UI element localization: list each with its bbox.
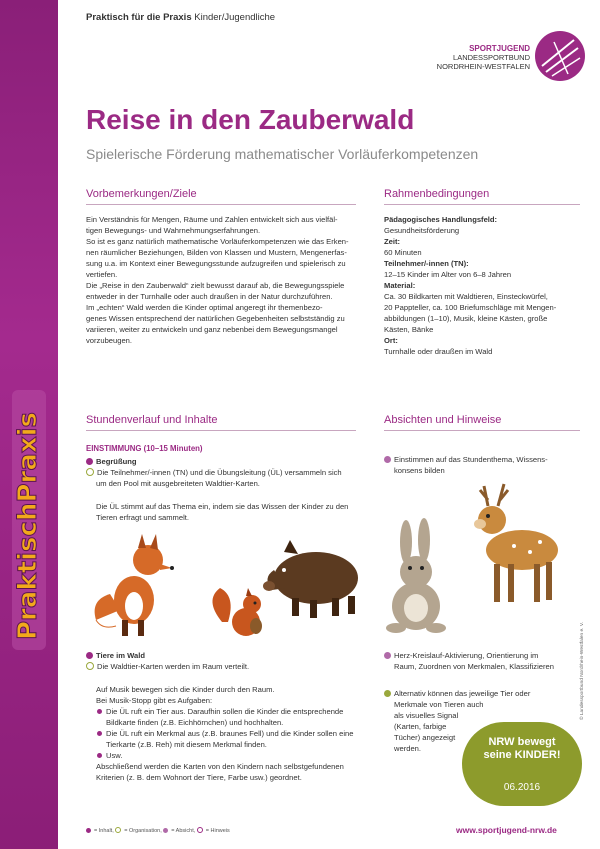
header-label-rest: Kinder/Jugendliche — [191, 12, 276, 23]
text-line: Alternativ können das jeweilige Tier oder — [394, 689, 531, 698]
ort-value: Turnhalle oder draußen im Wald — [384, 347, 493, 356]
divider — [384, 204, 580, 205]
boar-icon — [263, 540, 358, 618]
text-line: vertiefen. — [86, 270, 118, 279]
text-line: als visuelles Signal — [394, 711, 459, 720]
text-line: tigen Bewegungs- und Wahrnehmungserfahrungen. — [86, 226, 261, 235]
page-subtitle: Spielerische Förderung mathematischer Vorläuferkompetenzen — [86, 146, 479, 162]
absicht-dot-icon — [163, 828, 168, 833]
text-line: genes Wissen entsprechend der natürlichen Gegebenheiten selbstständig zu — [86, 314, 345, 323]
legend-absicht: = Absicht, — [171, 828, 196, 834]
text-line: Herz-Kreislauf-Aktivierung, Orientierung im — [394, 651, 539, 660]
material-line: abbildungen (1–10), Musik, kleine Kästen, große — [384, 314, 548, 323]
text-line: Auf Musik bewegen sich die Kinder durch den Raum. — [96, 685, 275, 694]
sidebar-band — [0, 0, 58, 849]
website-link[interactable]: www.sportjugend-nrw.de — [456, 825, 557, 835]
feld-label: Pädagogisches Handlungsfeld: — [384, 215, 498, 224]
list-item: Usw. — [106, 750, 376, 761]
text-line: Die „Reise in den Zauberwald“ zielt bewusst darauf ab, die Bewegungsspiele — [86, 281, 345, 290]
organisation-ring-icon — [86, 468, 94, 476]
begruessung-label: Begrüßung — [96, 457, 137, 466]
material-line: Kästen, Bänke — [384, 325, 434, 334]
badge-line-1: NRW bewegt — [488, 736, 556, 748]
badge-line-2: seine KINDER! — [483, 749, 561, 761]
text-line: sung u.a. im Kontext einer Bewegungsstunde aufzugreifen und spielerisch zu — [86, 259, 346, 268]
brand-circle-icon — [534, 30, 586, 82]
phase-label: EINSTIMMUNG (10–15 Minuten) — [86, 444, 203, 453]
divider — [384, 430, 580, 431]
text-line: entweder in der Turnhalle oder auch draußen in der Natur durchzuführen. — [86, 292, 333, 301]
divider — [86, 204, 356, 205]
ort-label: Ort: — [384, 336, 398, 345]
divider — [86, 430, 356, 431]
rahmen-text — [384, 214, 584, 357]
legend-hinweis: = Hinweis — [205, 828, 230, 834]
text-line: vorzubeugen. — [86, 336, 133, 345]
text-line: werden. — [394, 744, 422, 753]
text-line: variieren, weiter zu entwickeln und ganz nebenbei dem Bewegungsmangel — [86, 325, 338, 334]
squirrel-icon — [212, 588, 262, 636]
hare-icon — [386, 518, 446, 633]
tiere-block — [86, 650, 376, 783]
fox-icon — [95, 534, 174, 636]
text-line: Bei Musik-Stopp gibt es Aufgaben: — [96, 696, 213, 705]
brand-line-3: NORDRHEIN-WESTFALEN — [436, 62, 530, 71]
praktisch-praxis-logo — [8, 390, 50, 650]
text-line: nen räumlicher Beziehungen, Bilden von Klassen und Mustern, Mengenerfas- — [86, 248, 347, 257]
text-line: Kriterien (z. B. dem Wohnort der Tiere, Farbe usw.) geordnet. — [96, 773, 302, 782]
absicht-2 — [384, 650, 584, 672]
header-label-bold: Praktisch für die Praxis — [86, 12, 192, 23]
zeit-value: 60 Minuten — [384, 248, 422, 257]
absicht-dot-icon — [384, 652, 391, 659]
text-line: So ist es ganz natürlich mathematische Vorläuferkompetenzen wie das Erken- — [86, 237, 349, 246]
text-line: Die Waldtier-Karten werden im Raum verteilt. — [97, 662, 250, 671]
text-line: Tücher) angezeigt — [394, 733, 456, 742]
section-heading-stundenverlauf: Stundenverlauf und Inhalte — [86, 414, 218, 426]
inhalt-dot-icon — [86, 652, 93, 659]
hinweis-ring-icon — [197, 827, 203, 833]
text-line: Raum, Zuordnen von Merkmalen, Klassifizieren — [394, 662, 554, 671]
section-heading-vorbemerkungen: Vorbemerkungen/Ziele — [86, 188, 197, 200]
text-line: Die Teilnehmer/-innen (TN) und die Übungsleitung (ÜL) versammeln sich — [97, 468, 342, 477]
text-line: Die ÜL stimmt auf das Thema ein, indem sie das Wissen der Kinder zu den — [96, 502, 349, 511]
copyright-text: © Landessportbund Nordrhein-Westfalen e. V. — [580, 622, 585, 720]
vorbemerkungen-text — [86, 214, 366, 346]
symbol-legend — [86, 827, 230, 834]
tasks-list — [86, 706, 376, 761]
absicht-dot-icon — [384, 456, 391, 463]
hinweis-dot-icon — [384, 690, 391, 697]
organisation-ring-icon — [86, 662, 94, 670]
material-line: 20 Pappteller, ca. 100 Briefumschläge mit Mengen- — [384, 303, 557, 312]
page-title: Reise in den Zauberwald — [86, 104, 415, 135]
text-line: Abschließend werden die Karten von den Kindern nach selbstgefundenen — [96, 762, 344, 771]
brand-line-2: LANDESSPORTBUND — [453, 53, 530, 62]
list-item: Die ÜL ruft ein Tier aus. Daraufhin sollen die Kinder die entsprechende Bildkarte finden (z.B. Eichhörnchen) und hochhalten. — [106, 706, 376, 728]
forest-animals-illustration-right — [384, 480, 564, 640]
text-line: Merkmale von Tieren auch — [394, 700, 484, 709]
inhalt-dot-icon — [86, 828, 91, 833]
section-heading-absichten: Absichten und Hinweise — [384, 414, 502, 426]
text-line: Tieren erfragt und sammelt. — [96, 513, 189, 522]
forest-animals-illustration-left — [86, 530, 386, 645]
tiere-label: Tiere im Wald — [96, 651, 145, 660]
nrw-bewegt-badge — [462, 722, 582, 806]
inhalt-dot-icon — [86, 458, 93, 465]
legend-inhalt: = Inhalt, — [94, 828, 114, 834]
text-line: um den Pool mit ausgebreiteten Waldtier-Karten. — [96, 479, 260, 488]
feld-value: Gesundheitsförderung — [384, 226, 460, 235]
text-line: Ein Verständnis für Mengen, Räume und Zahlen entwickelt sich aus vielfäl- — [86, 215, 338, 224]
sportjugend-logo — [404, 30, 594, 86]
zeit-label: Zeit: — [384, 237, 401, 246]
text-line: (Karten, farbige — [394, 722, 447, 731]
material-label: Material: — [384, 281, 416, 290]
tn-label: Teilnehmer/-innen (TN): — [384, 259, 469, 268]
legend-organisation: = Organisation, — [124, 828, 162, 834]
organisation-ring-icon — [115, 827, 121, 833]
begruessung-block — [86, 456, 366, 523]
text-line: Einstimmen auf das Stundenthema, Wissens- — [394, 455, 548, 464]
text-line: konsens bilden — [394, 466, 445, 475]
header-label — [86, 12, 275, 23]
deer-icon — [474, 484, 558, 602]
tn-value: 12–15 Kinder im Alter von 6–8 Jahren — [384, 270, 512, 279]
svg-text:PraktischPraxis: PraktischPraxis — [13, 411, 43, 640]
material-line: Ca. 30 Bildkarten mit Waldtieren, Einsteckwürfel, — [384, 292, 548, 301]
text-line: Im „echten“ Wald werden die Kinder optimal angeregt ihr themenbezo- — [86, 303, 323, 312]
brand-line-1: SPORTJUGEND — [469, 44, 530, 53]
list-item: Die ÜL ruft ein Merkmal aus (z.B. braunes Fell) und die Kinder sollen eine Tierkarte (z.B. Reh) mit diesem Merkmal finden. — [106, 728, 376, 750]
badge-date: 06.2016 — [503, 782, 541, 793]
section-heading-rahmen: Rahmenbedingungen — [384, 188, 490, 200]
absicht-1 — [384, 454, 584, 476]
